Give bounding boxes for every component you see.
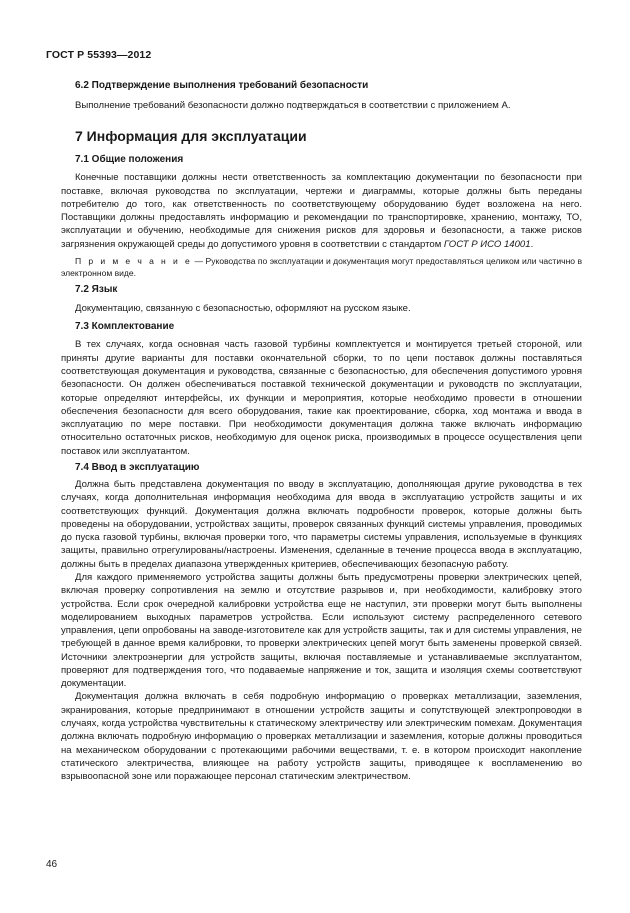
section-6-2-text: Выполнение требований безопасности должно подтверждаться в соответствии с приложением А. [75, 100, 511, 111]
section-7-3-text: В тех случаях, когда основная часть газовой турбины комплектуется и монтируется третьей стороной, или приняты другие варианты для поставки окончательной сборки, то по цепи поставок должны поставляться соответствующая документация и руководства, связанные с безопасностью, для обеспечения допустимого уровня безопасности. Он должен обеспечиваться поставкой технической документации и руководств по эксплуатации, которые определяют интерфейсы, их функции и мероприятия, которые необходимо провести в отношении обеспечения безопасности для всего оборудования, такие как проектирование, сборка, ход монтажа и ввода в эксплуатацию по мере поставки. При необходимости документация должна также включать информацию относительно остаточных рисков, необходимую для оценок риска, производимых в процессе осуществления цепи поставок или эксплуатантом. [61, 339, 582, 457]
note-text: — Руководства по эксплуатации и документация могут предоставляться целиком или частично в электронном виде. [61, 255, 582, 278]
section-7-title: 7 Информация для эксплуатации [75, 128, 307, 145]
section-7-2-title: 7.2 Язык [75, 284, 118, 296]
section-7-1-text [61, 171, 582, 251]
note-label: П р и м е ч а н и е [75, 255, 193, 266]
section-7-1-text-end: . [530, 238, 534, 250]
section-7-4-paragraph-3: Документация должна включать в себя подробную информацию о проверках металлизации, заземления, экранирования, которые предпринимают в отношении устройств защиты и сопутствующей электропроводки в случаях, когда устройства чувствительны к статическому электричеству или электрическим помехам. Документация должна включать подробную информацию о проверках металлизации и заземления, которые должны проводиться на механическом оборудовании с протекающими рабочими веществами, т. е. в котором происходит накопление статического электричества, влияющее на работу устройств защиты, приводящее к воспламенению во взрывоопасной зоне или поражающее персонал статическим электричеством. [61, 691, 582, 783]
standard-code: ГОСТ Р 55393—2012 [46, 49, 152, 61]
section-7-1-title: 7.1 Общие положения [75, 154, 184, 166]
iso-reference: ГОСТ Р ИСО 14001 [443, 238, 531, 250]
section-7-1-text-main: Конечные поставщики должны нести ответственность за комплектацию документации по безопасности при поставке, включая руководства по эксплуатации, чертежи и диаграммы, которые должны быть переданы потребителю до того, как ответственность по соответствующему оборудованию будет возложена на него. Поставщики должны предоставлять информацию и рекомендации по транспортировке, хранению, монтажу, ТО, эксплуатации и обучению, необходимые для снижения рисков для здоровья и безопасности, а также рисков загрязнения окружающей среды до допустимого уровня в соответствии с стандартом [61, 172, 582, 250]
section-7-2-text: Документацию, связанную с безопасностью, оформляют на русском языке. [75, 303, 411, 315]
section-7-4-paragraph-2: Для каждого применяемого устройства защиты должны быть предусмотрены проверки электрических цепей, включая проверку сопротивления на землю и отсутствие разрывов и, при необходимости, калибровку этого устройства. Если срок очередной калибровки устройства еще не наступил, эти проверки могут быть выполнены моделированием выходных параметров устройства. Если используют систему распределенного сетевого управления, цепи опробованы на заводе-изготовителе как для устройств защиты, так и для системы управления, не требующей в данное время калибровки, то проверки электрических цепей могут быть заменены проверкой связей. Источники электроэнергии для устройств защиты, включая поставляемые и устанавливаемые эксплуатантом, проверяют для подтверждения того, что подаваемые напряжение и ток, защита и изоляция схемы соответствуют документации. [61, 571, 582, 690]
section-6-2-title: 6.2 Подтверждение выполнения требований безопасности [75, 80, 369, 91]
section-7-3-title: 7.3 Комплектование [75, 321, 175, 333]
section-7-4-title: 7.4 Ввод в эксплуатацию [75, 461, 200, 473]
page-content [61, 79, 582, 783]
page-number: 46 [46, 859, 58, 870]
section-7-4-paragraph-1: Должна быть представлена документация по вводу в эксплуатацию, дополняющая другие руководства в тех случаях, когда дополнительная информация необходима для ввода в эксплуатацию устройств защиты и их соответствующих функций. Документация должна включать подробности проверок, которые должны быть проведены на оборудовании, устройствах защиты, проверок связанных функций системы управления, проводимых до пуска газовой турбины, включая проверки того, что параметры системы управления, используемые в функциях защиты, правильно отрегулированы/настроены. Изменения, сделанные в течение процесса ввода в эксплуатацию, должны быть в пределах диапазона утвержденных критериев, обеспечивающих безопасную работу. [61, 478, 582, 570]
section-7-1-note [61, 256, 582, 279]
